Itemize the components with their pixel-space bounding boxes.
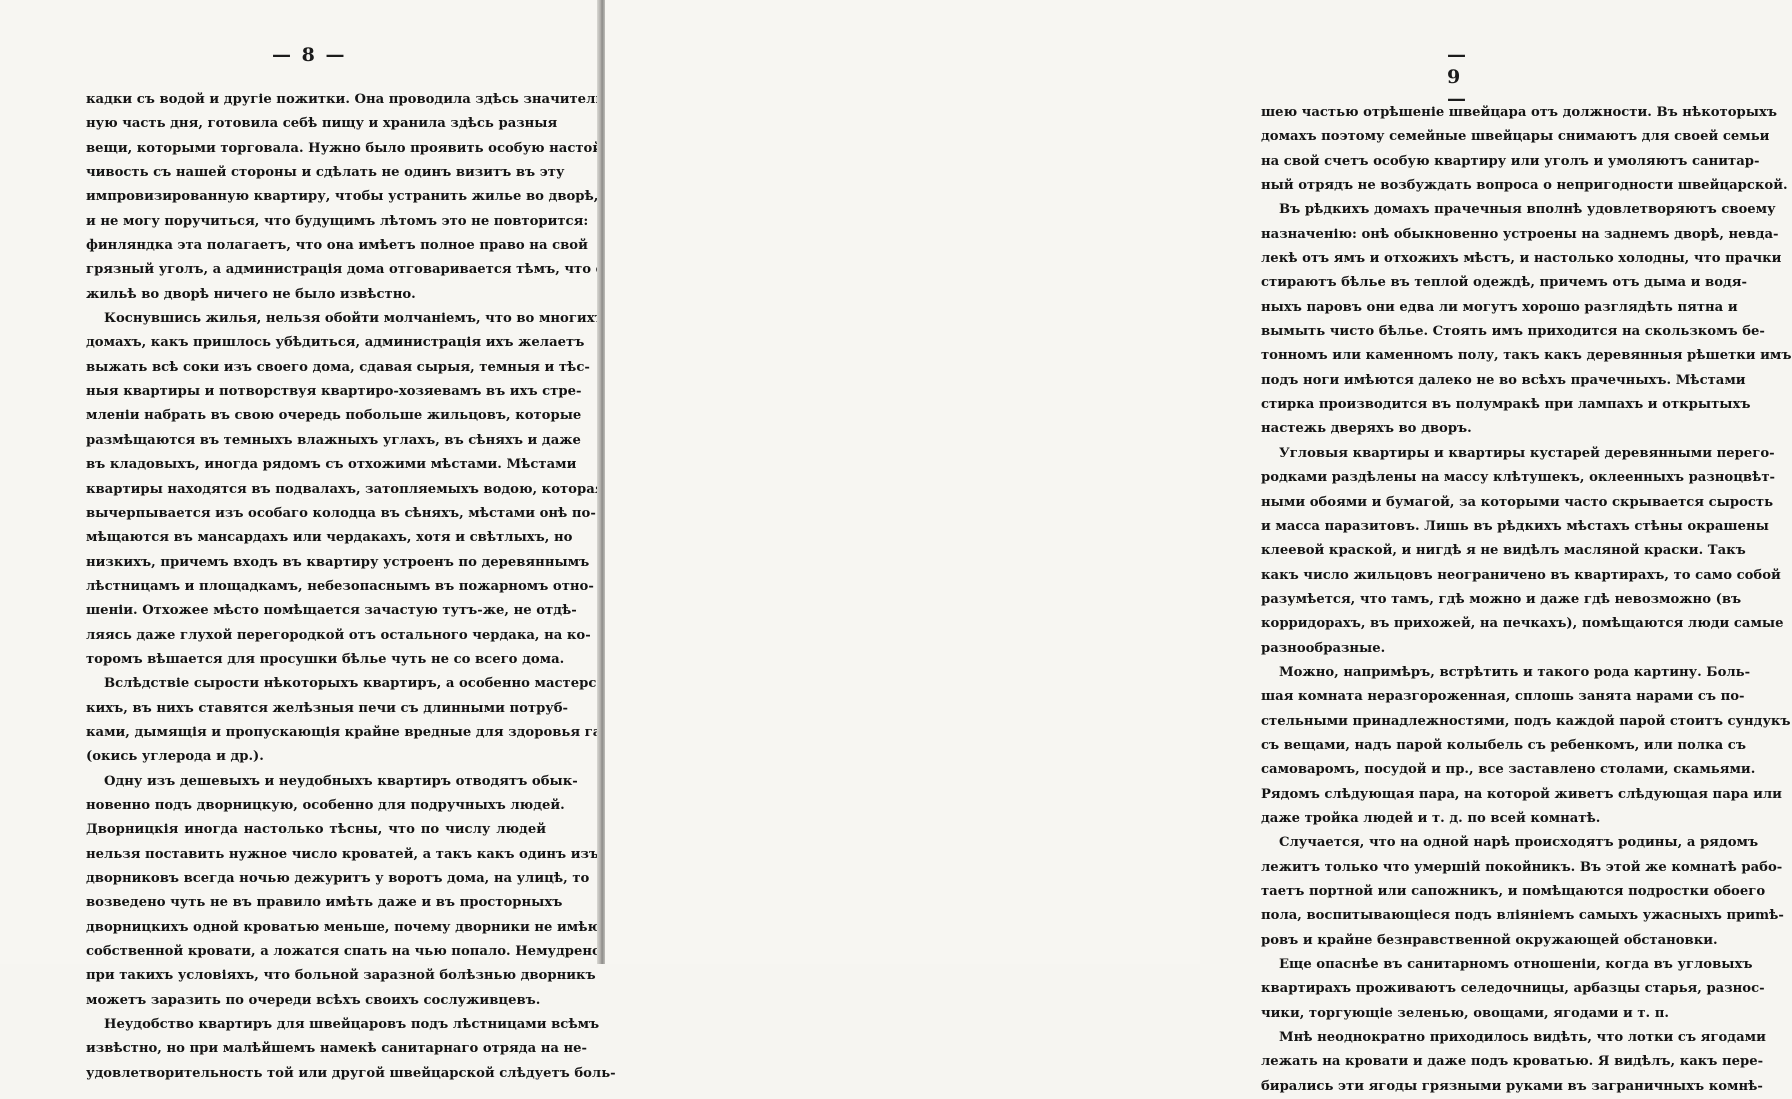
text-line: домахъ, какъ пришлось убѣдиться, администрація ихъ желаетъ [86, 331, 546, 355]
text-line: какъ число жильцовъ неограничено въ квартирахъ, то само собой [1261, 564, 1709, 588]
text-line: съ вещами, надъ парой колыбель съ ребенкомъ, или полка съ [1261, 734, 1709, 758]
text-line: лежать на кровати и даже подъ кроватью. Я видѣлъ, какъ пере- [1261, 1050, 1709, 1074]
text-line: торомъ вѣшается для просушки бѣлье чуть не со всего дома. [86, 648, 546, 672]
text-line: шая комната неразгороженная, сплошь занята нарами съ по- [1261, 685, 1709, 709]
text-line: квартирахъ проживаютъ селедочницы, арбазцы старья, разнос- [1261, 977, 1709, 1001]
text-line: и масса паразитовъ. Лишь въ рѣдкихъ мѣстахъ стѣны окрашены [1261, 515, 1709, 539]
text-line: разумѣется, что тамъ, гдѣ можно и даже гдѣ невозможно (въ [1261, 588, 1709, 612]
text-line: размѣщаются въ темныхъ влажныхъ углахъ, въ сѣняхъ и даже [86, 429, 546, 453]
text-line: Еще опаснѣе въ санитарномъ отношеніи, когда въ угловыхъ [1261, 953, 1709, 977]
text-line: финляндка эта полагаетъ, что она имѣетъ полное право на свой [86, 234, 546, 258]
text-line: при такихъ условіяхъ, что больной заразной болѣзнью дворникъ [86, 964, 546, 988]
text-line: разнообразные. [1261, 637, 1709, 661]
text-line: можетъ заразить по очереди всѣхъ своихъ сослуживцевъ. [86, 989, 546, 1013]
text-line: корридорахъ, въ прихожей, на печкахъ), помѣщаются люди самые [1261, 612, 1709, 636]
text-line: Рядомъ слѣдующая пара, на которой живетъ слѣдующая пара или [1261, 783, 1709, 807]
text-line: родками раздѣлены на массу клѣтушекъ, оклеенныхъ разноцвѣт- [1261, 466, 1709, 490]
text-line: кихъ, въ нихъ ставятся желѣзныя печи съ длинными потруб- [86, 697, 546, 721]
book-spread [0, 0, 1200, 964]
right-page-number: — 9 — [1447, 44, 1468, 110]
text-line: новенно подъ дворницкую, особенно для подручныхъ людей. [86, 794, 546, 818]
text-line: Коснувшись жилья, нельзя обойти молчаніемъ, что во многихъ [86, 307, 546, 331]
text-line: мленіи набрать въ свою очередь побольше жильцовъ, которые [86, 404, 546, 428]
text-line: возведено чуть не въ правило имѣть даже и въ просторныхъ [86, 891, 546, 915]
text-line: самоваромъ, посудой и пр., все заставлено столами, скамьями. [1261, 758, 1709, 782]
text-line: и не могу поручиться, что будущимъ лѣтомъ это не повторится: [86, 210, 546, 234]
text-line: Неудобство квартиръ для швейцаровъ подъ лѣстницами всѣмъ [86, 1013, 546, 1037]
text-line: жильѣ во дворѣ ничего не было извѣстно. [86, 283, 546, 307]
text-line: таетъ портной или сапожникъ, и помѣщаются подростки обоего [1261, 880, 1709, 904]
text-line: тонномъ или каменномъ полу, такъ какъ деревянныя рѣшетки имъ [1261, 344, 1709, 368]
text-line: чивость съ нашей стороны и сдѣлать не одинъ визитъ въ эту [86, 161, 546, 185]
text-line: грязный уголъ, а администрація дома отговаривается тѣмъ, что ей о [86, 258, 546, 282]
text-line: мѣщаются въ мансардахъ или чердакахъ, хотя и свѣтлыхъ, но [86, 526, 546, 550]
text-line: Въ рѣдкихъ домахъ прачечныя вполнѣ удовлетворяютъ своему [1261, 198, 1709, 222]
text-line: пола, воспитывающіеся подъ вліяніемъ самыхъ ужасныхъ приmѣ- [1261, 904, 1709, 928]
left-page-text [86, 88, 546, 1086]
text-line: квартиры находятся въ подвалахъ, затопляемыхъ водою, которая [86, 478, 546, 502]
text-line: Угловыя квартиры и квартиры кустарей деревянными перего- [1261, 442, 1709, 466]
text-line: Можно, напримѣръ, встрѣтить и такого рода картину. Боль- [1261, 661, 1709, 685]
text-line: клеевой краской, и нигдѣ я не видѣлъ масляной краски. Такъ [1261, 539, 1709, 563]
text-line: лѣстницамъ и площадкамъ, небезопаснымъ въ пожарномъ отно- [86, 575, 546, 599]
text-line: собственной кровати, а ложатся спать на чью попало. Немудрено [86, 940, 546, 964]
text-line: ную часть дня, готовила себѣ пищу и хранила здѣсь разныя [86, 112, 546, 136]
text-line: дворницкихъ одной кроватью меньше, почему дворники не имѣютъ [86, 916, 546, 940]
text-line: лекѣ отъ ямъ и отхожихъ мѣстъ, и настолько холодны, что прачки [1261, 247, 1709, 271]
text-line: чики, торгующіе зеленью, овощами, ягодами и т. п. [1261, 1002, 1709, 1026]
text-line: Вслѣдствіе сырости нѣкоторыхъ квартиръ, а особенно мастерс- [86, 672, 546, 696]
text-line: выжать всѣ соки изъ своего дома, сдавая сырыя, темныя и тѣс- [86, 356, 546, 380]
text-line: стирка производится въ полумракѣ при лампахъ и открытыхъ [1261, 393, 1709, 417]
text-line: ныхъ паровъ они едва ли могутъ хорошо разглядѣть пятна и [1261, 296, 1709, 320]
text-line: импровизированную квартиру, чтобы устранить жилье во дворѣ, [86, 185, 546, 209]
text-line: Одну изъ дешевыхъ и неудобныхъ квартиръ отводятъ обык- [86, 770, 546, 794]
text-line: домахъ поэтому семейные швейцары снимаютъ для своей семьи [1261, 125, 1709, 149]
text-line: кадки съ водой и другіе пожитки. Она проводила здѣсь значитель- [86, 88, 546, 112]
right-page-text [1261, 101, 1709, 1099]
text-line: нельзя поставить нужное число кроватей, а такъ какъ одинъ изъ [86, 843, 546, 867]
text-line: Мнѣ неоднократно приходилось видѣть, что лотки съ ягодами [1261, 1026, 1709, 1050]
text-line: на свой счетъ особую квартиру или уголъ и умоляютъ санитар- [1261, 150, 1709, 174]
text-line: вычерпывается изъ особаго колодца въ сѣняхъ, мѣстами онѣ по- [86, 502, 546, 526]
text-line: стельными принадлежностями, подъ каждой парой стоитъ сундукъ [1261, 710, 1709, 734]
text-line: подъ ноги имѣются далеко не во всѣхъ прачечныхъ. Мѣстами [1261, 369, 1709, 393]
text-line: Дворницкія иногда настолько тѣсны, что по числу людей [86, 818, 546, 842]
text-line: лежитъ только что умершій покойникъ. Въ этой же комнатѣ рабо- [1261, 856, 1709, 880]
text-line: ровъ и крайне безнравственной окружающей обстановки. [1261, 929, 1709, 953]
text-line: Случается, что на одной нарѣ происходятъ родины, а рядомъ [1261, 831, 1709, 855]
text-line: ными обоями и бумагой, за которыми часто скрывается сырость [1261, 491, 1709, 515]
text-line: низкихъ, причемъ входъ въ квартиру устроенъ по деревяннымъ [86, 551, 546, 575]
text-line: шею частью отрѣшеніе швейцара отъ должности. Въ нѣкоторыхъ [1261, 101, 1709, 125]
text-line: настежь дверяхъ во дворъ. [1261, 417, 1709, 441]
left-page-number: — 8 — [272, 44, 346, 66]
text-line: ный отрядъ не возбуждать вопроса о непригодности швейцарской. [1261, 174, 1709, 198]
right-page [605, 0, 1200, 964]
text-line: вымыть чисто бѣлье. Стоять имъ приходится на скользкомъ бе- [1261, 320, 1709, 344]
text-line: ками, дымящія и пропускающія крайне вредные для здоровья газы [86, 721, 546, 745]
left-page [0, 0, 598, 964]
text-line: бирались эти ягоды грязными руками въ заграничныхъ комнѣ- [1261, 1075, 1709, 1099]
text-line: шеніи. Отхожее мѣсто помѣщается зачастую тутъ-же, не отдѣ- [86, 599, 546, 623]
text-line: ляясь даже глухой перегородкой отъ остального чердака, на ко- [86, 624, 546, 648]
text-line: назначенію: онѣ обыкновенно устроены на заднемъ дворѣ, невда- [1261, 223, 1709, 247]
text-line: въ кладовыхъ, иногда рядомъ съ отхожими мѣстами. Мѣстами [86, 453, 546, 477]
text-line: удовлетворительность той или другой швейцарской слѣдуетъ боль- [86, 1062, 546, 1086]
text-line: дворниковъ всегда ночью дежуритъ у воротъ дома, на улицѣ, то [86, 867, 546, 891]
text-line: стираютъ бѣлье въ теплой одеждѣ, причемъ отъ дыма и водя- [1261, 271, 1709, 295]
text-line: (окись углерода и др.). [86, 745, 546, 769]
text-line: вещи, которыми торговала. Нужно было проявить особую настой- [86, 137, 546, 161]
text-line: даже тройка людей и т. д. по всей комнатѣ. [1261, 807, 1709, 831]
text-line: извѣстно, но при малѣйшемъ намекѣ санитарнаго отряда на не- [86, 1037, 546, 1061]
text-line: ныя квартиры и потворствуя квартиро-хозяевамъ въ ихъ стре- [86, 380, 546, 404]
